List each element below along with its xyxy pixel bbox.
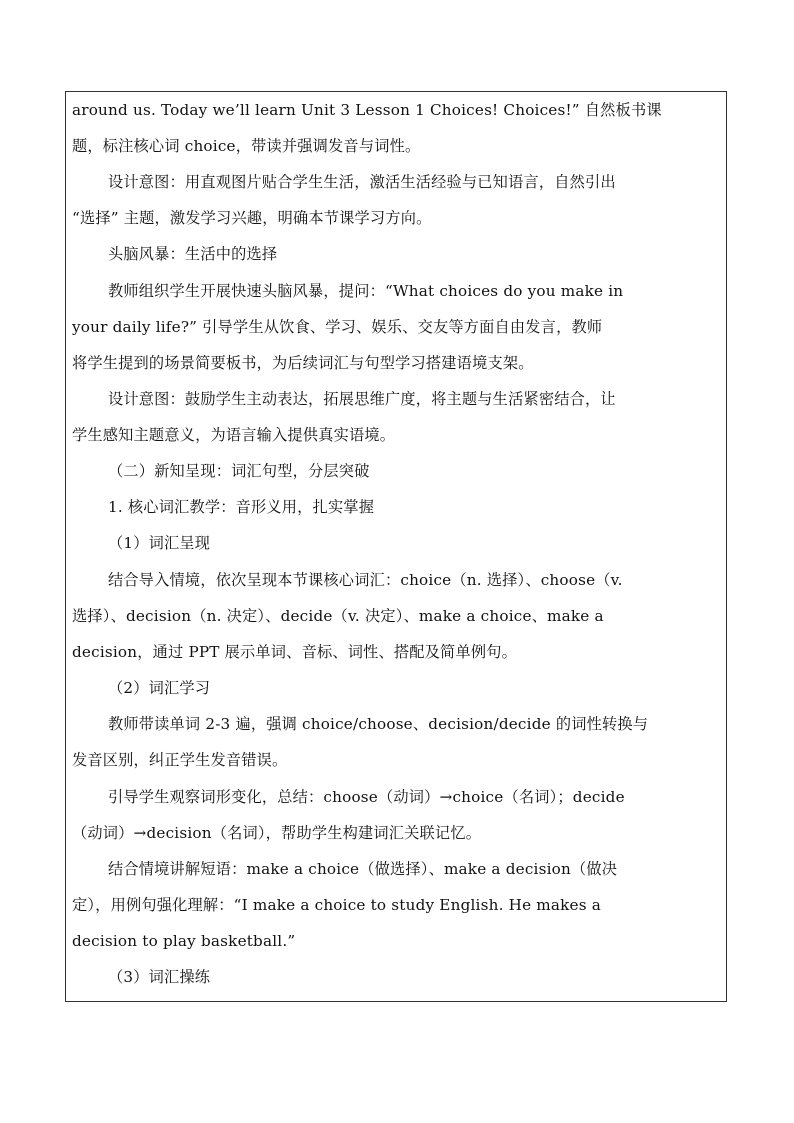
text-line: your daily life?” 引导学生从饮食、学习、娱乐、交友等方面自由发言，教师 xyxy=(72,318,603,336)
text-line: 选择）、decision（n. 决定）、decide（v. 决定）、make a choice、make a xyxy=(72,607,604,625)
text-line: 教师带读单词 2-3 遍，强调 choice/choose、decision/decide 的词性转换与 xyxy=(108,715,649,733)
text-line: 定），用例句强化理解：“I make a choice to study English. He makes a xyxy=(72,896,602,914)
section-heading: 1. 核心词汇教学：音形义用，扎实掌握 xyxy=(108,498,375,516)
section-heading: （二）新知呈现：词汇句型，分层突破 xyxy=(108,462,370,480)
text-line: decision to play basketball.” xyxy=(72,932,296,950)
text-line: 教师组织学生开展快速头脑风暴，提问：“What choices do you make in xyxy=(108,282,624,300)
subsection-heading: （3）词汇操练 xyxy=(108,968,211,986)
text-line: 设计意图：鼓励学生主动表达，拓展思维广度，将主题与生活紧密结合，让 xyxy=(108,390,616,408)
text-line: 将学生提到的场景简要板书，为后续词汇与句型学习搭建语境支架。 xyxy=(72,354,534,372)
text-line: around us. Today we’ll learn Unit 3 Lesson 1 Choices! Choices!” 自然板书课 xyxy=(72,101,662,119)
text-line: 引导学生观察词形变化，总结：choose（动词）→choice（名词）；decide xyxy=(108,788,625,806)
text-line: 发音区别，纠正学生发音错误。 xyxy=(72,751,288,769)
text-line: 设计意图：用直观图片贴合学生生活，激活生活经验与已知语言，自然引出 xyxy=(108,173,616,191)
subsection-heading: （1）词汇呈现 xyxy=(108,534,211,552)
text-line: 学生感知主题意义，为语言输入提供真实语境。 xyxy=(72,426,396,444)
section-heading: 头脑风暴：生活中的选择 xyxy=(108,245,278,263)
text-line: （动词）→decision（名词），帮助学生构建词汇关联记忆。 xyxy=(72,824,482,842)
text-line: 结合情境讲解短语：make a choice（做选择）、make a decision（做决 xyxy=(108,860,618,878)
text-line: “选择” 主题，激发学习兴趣，明确本节课学习方向。 xyxy=(72,209,432,227)
subsection-heading: （2）词汇学习 xyxy=(108,679,211,697)
text-line: 题，标注核心词 choice，带读并强调发音与词性。 xyxy=(72,137,421,155)
text-line: decision，通过 PPT 展示单词、音标、词性、搭配及简单例句。 xyxy=(72,643,517,661)
text-line: 结合导入情境，依次呈现本节课核心词汇：choice（n. 选择）、choose（v. xyxy=(108,571,623,589)
